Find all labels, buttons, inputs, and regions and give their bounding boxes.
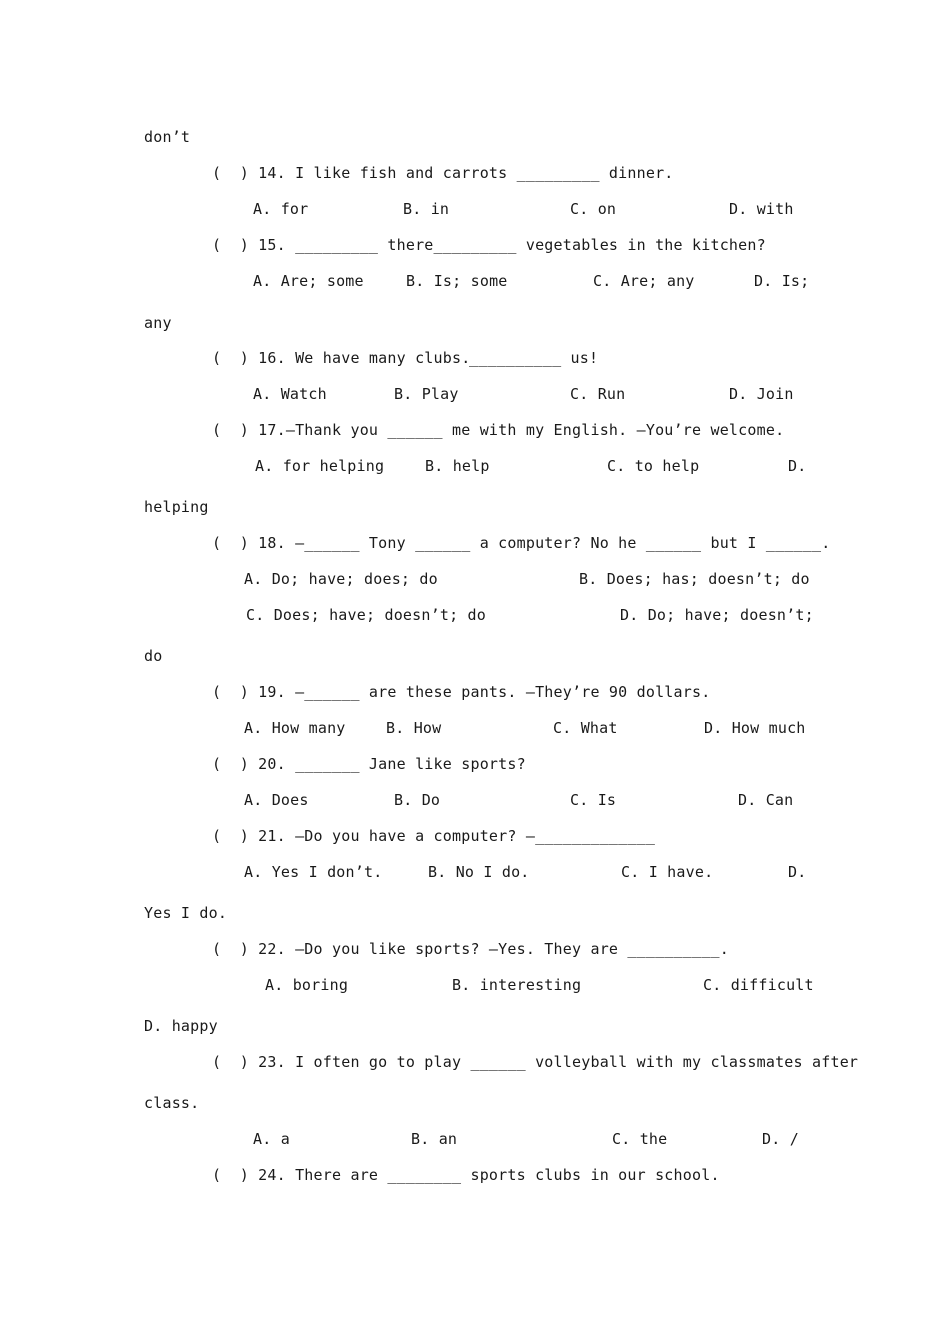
option-a: A. Watch xyxy=(253,385,327,403)
option-a: A. Are; some xyxy=(253,272,364,290)
option-d: D. xyxy=(788,457,807,475)
option-c: C. Are; any xyxy=(593,272,695,290)
option-b: B. interesting xyxy=(452,976,582,994)
option-c: C. I have. xyxy=(621,863,714,881)
option-d: D. / xyxy=(762,1130,799,1148)
question-22: ( ) 22. —Do you like sports? —Yes. They are __________. xyxy=(212,940,729,958)
option-c: C. Run xyxy=(570,385,626,403)
question-24: ( ) 24. There are ________ sports clubs in our school. xyxy=(212,1166,720,1184)
option-d: D. with xyxy=(729,200,794,218)
option-a: A. for xyxy=(253,200,309,218)
option-a: A. Do; have; does; do xyxy=(244,570,438,588)
option-b: B. help xyxy=(425,457,490,475)
option-c: C. the xyxy=(612,1130,668,1148)
question-16-blank: __________ us! xyxy=(469,349,599,367)
question-18: ( ) 18. —______ Tony ______ a computer? No he ______ but I ______. xyxy=(212,534,831,552)
option-a: A. Does xyxy=(244,791,309,809)
option-c: C. What xyxy=(553,719,618,737)
option-c: C. Is xyxy=(570,791,617,809)
text-line: don’t xyxy=(144,128,191,146)
option-d: D. happy xyxy=(144,1017,218,1035)
option-d: D. Can xyxy=(738,791,794,809)
question-19: ( ) 19. —______ are these pants. —They’re 90 dollars. xyxy=(212,683,711,701)
question-21: ( ) 21. —Do you have a computer? —_____________ xyxy=(212,827,656,845)
option-a: A. How many xyxy=(244,719,346,737)
option-d: D. Is; xyxy=(754,272,810,290)
option-b: B. Does; has; doesn’t; do xyxy=(579,570,810,588)
option-d-continued: do xyxy=(144,647,163,665)
option-d-continued: helping xyxy=(144,498,209,516)
option-d-continued: Yes I do. xyxy=(144,904,228,922)
option-d: D. Join xyxy=(729,385,794,403)
question-14: ( ) 14. I like fish and carrots _________ dinner. xyxy=(212,164,674,182)
option-d-continued: any xyxy=(144,314,172,332)
option-c: C. to help xyxy=(607,457,700,475)
option-a: A. for helping xyxy=(255,457,385,475)
option-b: B. Do xyxy=(394,791,441,809)
option-b: B. an xyxy=(411,1130,458,1148)
option-c: C. on xyxy=(570,200,617,218)
option-d: D. xyxy=(788,863,807,881)
option-c: C. Does; have; doesn’t; do xyxy=(246,606,486,624)
option-b: B. How xyxy=(386,719,442,737)
option-d: D. Do; have; doesn’t; xyxy=(620,606,814,624)
option-b: B. No I do. xyxy=(428,863,530,881)
question-17: ( ) 17.—Thank you ______ me with my English. —You’re welcome. xyxy=(212,421,785,439)
option-a: A. Yes I don’t. xyxy=(244,863,383,881)
option-d: D. How much xyxy=(704,719,806,737)
question-15: ( ) 15. _________ there_________ vegetables in the kitchen? xyxy=(212,236,766,254)
question-16: ( ) 16. We have many clubs. xyxy=(212,349,471,367)
option-a: A. boring xyxy=(265,976,349,994)
option-c: C. difficult xyxy=(703,976,814,994)
option-b: B. in xyxy=(403,200,450,218)
question-20: ( ) 20. _______ Jane like sports? xyxy=(212,755,526,773)
option-a: A. a xyxy=(253,1130,290,1148)
option-b: B. Play xyxy=(394,385,459,403)
question-23-continued: class. xyxy=(144,1094,200,1112)
question-23: ( ) 23. I often go to play ______ volleyball with my classmates after xyxy=(212,1053,859,1071)
option-b: B. Is; some xyxy=(406,272,508,290)
